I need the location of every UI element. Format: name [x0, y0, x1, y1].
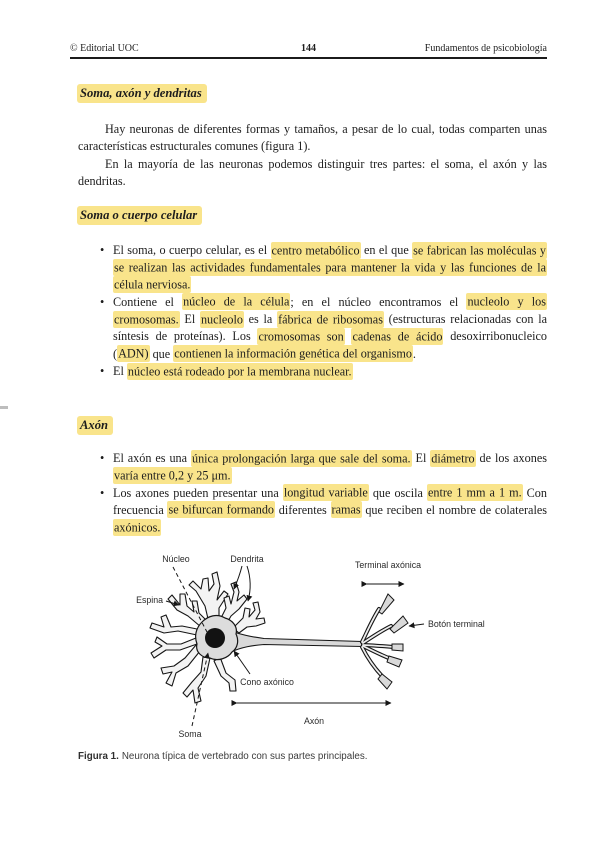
- bouton-shape: [379, 594, 394, 614]
- section-heading-soma-axon-dendritas: Soma, axón y dendritas: [77, 84, 207, 103]
- boton-terminal-arrow: [409, 624, 424, 626]
- header-rule: [70, 57, 547, 59]
- dendrita-arrow: [234, 566, 242, 589]
- intro-paragraph-2: En la mayoría de las neuronas podemos distinguir tres partes: el soma, el axón y las dendritas.: [78, 156, 547, 188]
- caption-figure-label: Figura 1.: [78, 751, 119, 762]
- dendrite-branch: [214, 657, 236, 691]
- cono-axonico-label: Cono axónico: [240, 677, 294, 687]
- section-heading-axon: Axón: [77, 416, 113, 435]
- neuron-diagram-svg: [100, 546, 520, 752]
- bouton-shape: [378, 674, 392, 689]
- dendrita-label: Dendrita: [230, 554, 264, 564]
- soma-label: Soma: [178, 729, 202, 739]
- bullet-item: • Los axones pueden presentar una longitud variable que oscila entre 1 mm a 1 m. Con frecuencia se bifurcan formando diferentes ramas que reciben el nombre de colaterales axónicos.: [100, 485, 547, 537]
- soma-bullet-list: [100, 242, 547, 380]
- bouton-shape: [392, 644, 403, 651]
- bullet-item: • El núcleo está rodeado por la membrana nuclear.: [100, 363, 547, 380]
- boton-terminal-label: Botón terminal: [428, 619, 485, 629]
- cono-axonico-arrow: [234, 651, 250, 674]
- terminal-branches: [362, 609, 393, 678]
- axon-shape: [231, 631, 362, 652]
- book-title: Fundamentos de psicobiología: [424, 43, 547, 54]
- axon-bullet-list: [100, 450, 547, 536]
- terminal-boutons: [378, 594, 408, 689]
- bouton-shape: [387, 656, 402, 667]
- figure-caption: [78, 751, 547, 762]
- nucleo-label: Núcleo: [162, 554, 190, 564]
- page-number: 144: [301, 43, 316, 54]
- neuron-figure: [100, 546, 520, 752]
- terminal-axonica-label: Terminal axónica: [354, 560, 422, 570]
- page-header: [70, 43, 547, 54]
- bouton-shape: [390, 616, 408, 633]
- section-heading-soma: Soma o cuerpo celular: [77, 206, 202, 225]
- intro-paragraph-1: Hay neuronas de diferentes formas y tamaños, a pesar de lo cual, todas comparten unas características estructurales comunes (figura 1).: [78, 122, 547, 154]
- nucleus-shape: [205, 628, 225, 648]
- publisher-label: © Editorial UOC: [70, 43, 139, 54]
- bullet-item: • El soma, o cuerpo celular, es el centro metabólico en el que se fabrican las moléculas y se realizan las actividades fundamentales para mantener la vida y las funciones de la célula nerviosa.: [100, 242, 547, 294]
- espina-label: Espina: [136, 595, 163, 605]
- bullet-item: • Contiene el núcleo de la célula; en el núcleo encontramos el nucleolo y los cromosomas. El nucleolo es la fábrica de ribosomas (estructuras relacionadas con la síntesis de proteínas). Los cromosomas son cadenas de ácido desoxirribonucleico (ADN) que contienen la información genética del organismo.: [100, 294, 547, 363]
- bullet-item: • El axón es una única prolongación larga que sale del soma. El diámetro de los axones varía entre 0,2 y 25 μm.: [100, 450, 547, 485]
- caption-text: Neurona típica de vertebrado con sus partes principales.: [121, 751, 368, 762]
- page-edge-artifact: [0, 406, 8, 409]
- dendrita-arrow: [247, 566, 250, 601]
- axon-label: Axón: [303, 716, 325, 726]
- intro-paragraphs: [78, 121, 547, 190]
